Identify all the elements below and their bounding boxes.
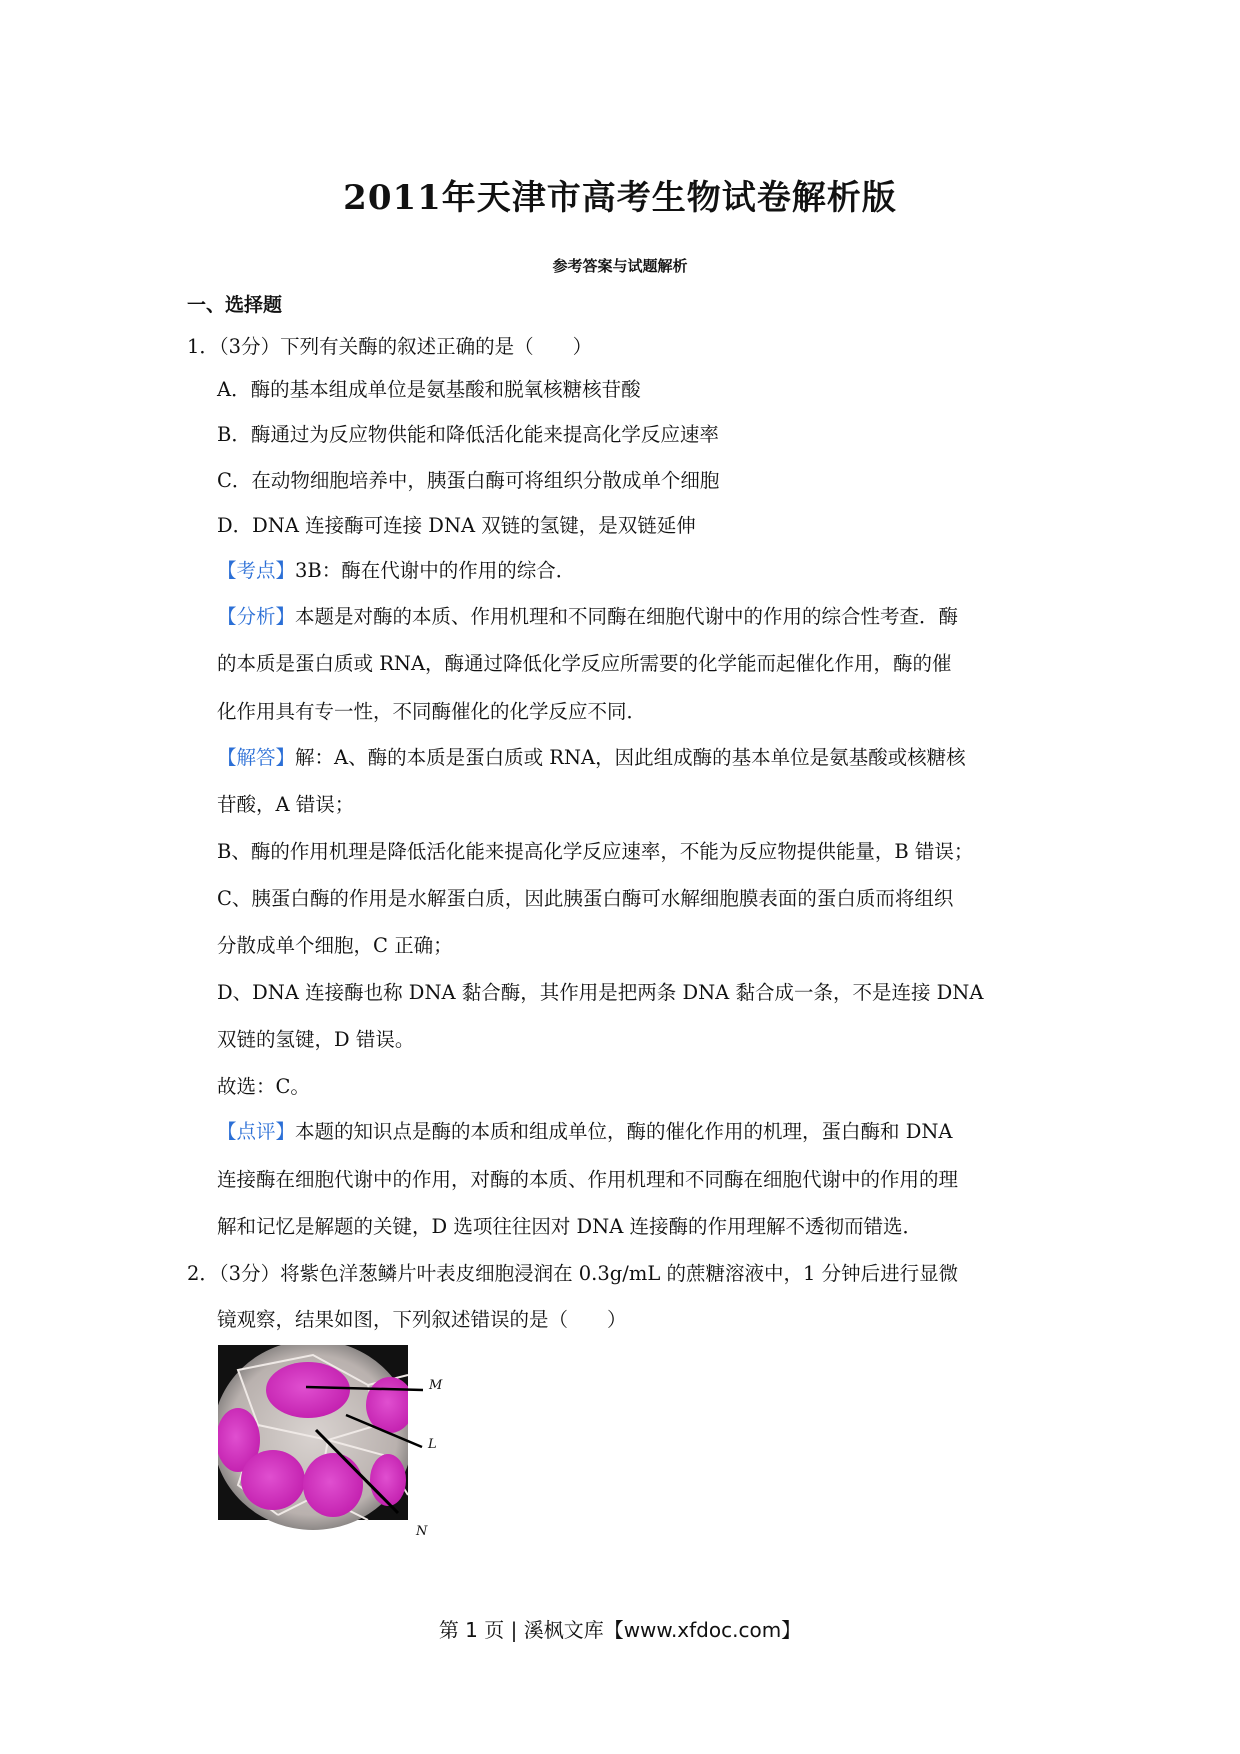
page-title: 2011年天津市高考生物试卷解析版 (343, 178, 897, 218)
fenxi-tag: 【分析】 (217, 605, 296, 628)
q1-jieda-line-4: C、胰蛋白酶的作用是水解蛋白质，因此胰蛋白酶可水解细胞膜表面的蛋白质而将组织 (217, 887, 954, 910)
q1-option-d: D．DNA 连接酶可连接 DNA 双链的氢键，是双链延伸 (217, 514, 696, 537)
q1-fenxi-line-3: 化作用具有专一性，不同酶催化的化学反应不同． (217, 700, 647, 723)
q1-jieda-line-7: 双链的氢键，D 错误。 (217, 1028, 415, 1051)
dianping-text: 本题的知识点是酶的本质和组成单位，酶的催化作用的机理，蛋白酶和 DNA (295, 1120, 953, 1143)
q1-jieda-line-2: 苷酸，A 错误； (217, 793, 355, 816)
figure-label-m: M (429, 1378, 443, 1393)
cell-micrograph-figure (218, 1345, 434, 1533)
q1-option-b: B．酶通过为反应物供能和降低活化能来提高化学反应速率 (217, 423, 719, 446)
page-footer: 第 1 页 | 溪枫文库【www.xfdoc.com】 (438, 1618, 802, 1642)
kaodian-text: 3B：酶在代谢中的作用的综合． (295, 559, 576, 582)
q1-option-c: C．在动物细胞培养中，胰蛋白酶可将组织分散成单个细胞 (217, 469, 720, 492)
q1-dianping-line-3: 解和记忆是解题的关键，D 选项往往因对 DNA 连接酶的作用理解不透彻而错选． (217, 1215, 923, 1238)
q1-jieda-line-1 (217, 748, 966, 768)
q1-jieda-line-3: B、酶的作用机理是降低活化能来提高化学反应速率，不能为反应物提供能量，B 错误； (217, 840, 974, 863)
kaodian-tag: 【考点】 (217, 559, 296, 582)
figure-label-n: N (416, 1524, 428, 1539)
jieda-tag: 【解答】 (217, 746, 296, 769)
question-2-stem-line-2: 镜观察，结果如图，下列叙述错误的是（ ） (217, 1308, 627, 1331)
question-2-stem-line-1: 2．（3分）将紫色洋葱鳞片叶表皮细胞浸润在 0.3g/mL 的蔗糖溶液中，1 分钟后进行显微 (187, 1262, 959, 1285)
q1-option-a: A．酶的基本组成单位是氨基酸和脱氧核糖核苷酸 (217, 378, 641, 401)
q1-jieda-line-5: 分散成单个细胞，C 正确； (217, 934, 453, 957)
dianping-tag: 【点评】 (217, 1120, 296, 1143)
q1-fenxi-line-1 (217, 607, 958, 627)
question-1-stem: 1．（3分）下列有关酶的叙述正确的是（ ） (187, 335, 593, 358)
section-heading: 一、选择题 (187, 294, 283, 316)
q1-kaodian (217, 561, 575, 581)
page-subtitle: 参考答案与试题解析 (552, 257, 688, 275)
jieda-text: 解：A、酶的本质是蛋白质或 RNA，因此组成酶的基本单位是氨基酸或核糖核 (295, 746, 966, 769)
q1-dianping-line-1 (217, 1122, 953, 1142)
figure-label-l: L (428, 1437, 437, 1452)
fenxi-text: 本题是对酶的本质、作用机理和不同酶在细胞代谢中的作用的综合性考查．酶 (295, 605, 959, 628)
q1-fenxi-line-2: 的本质是蛋白质或 RNA，酶通过降低化学反应所需要的化学能而起催化作用，酶的催 (217, 652, 952, 675)
q1-dianping-line-2: 连接酶在细胞代谢中的作用，对酶的本质、作用机理和不同酶在细胞代谢中的作用的理 (217, 1168, 959, 1191)
q1-answer: 故选：C。 (217, 1075, 310, 1098)
q1-jieda-line-6: D、DNA 连接酶也称 DNA 黏合酶，其作用是把两条 DNA 黏合成一条，不是连接 DNA (217, 981, 984, 1004)
